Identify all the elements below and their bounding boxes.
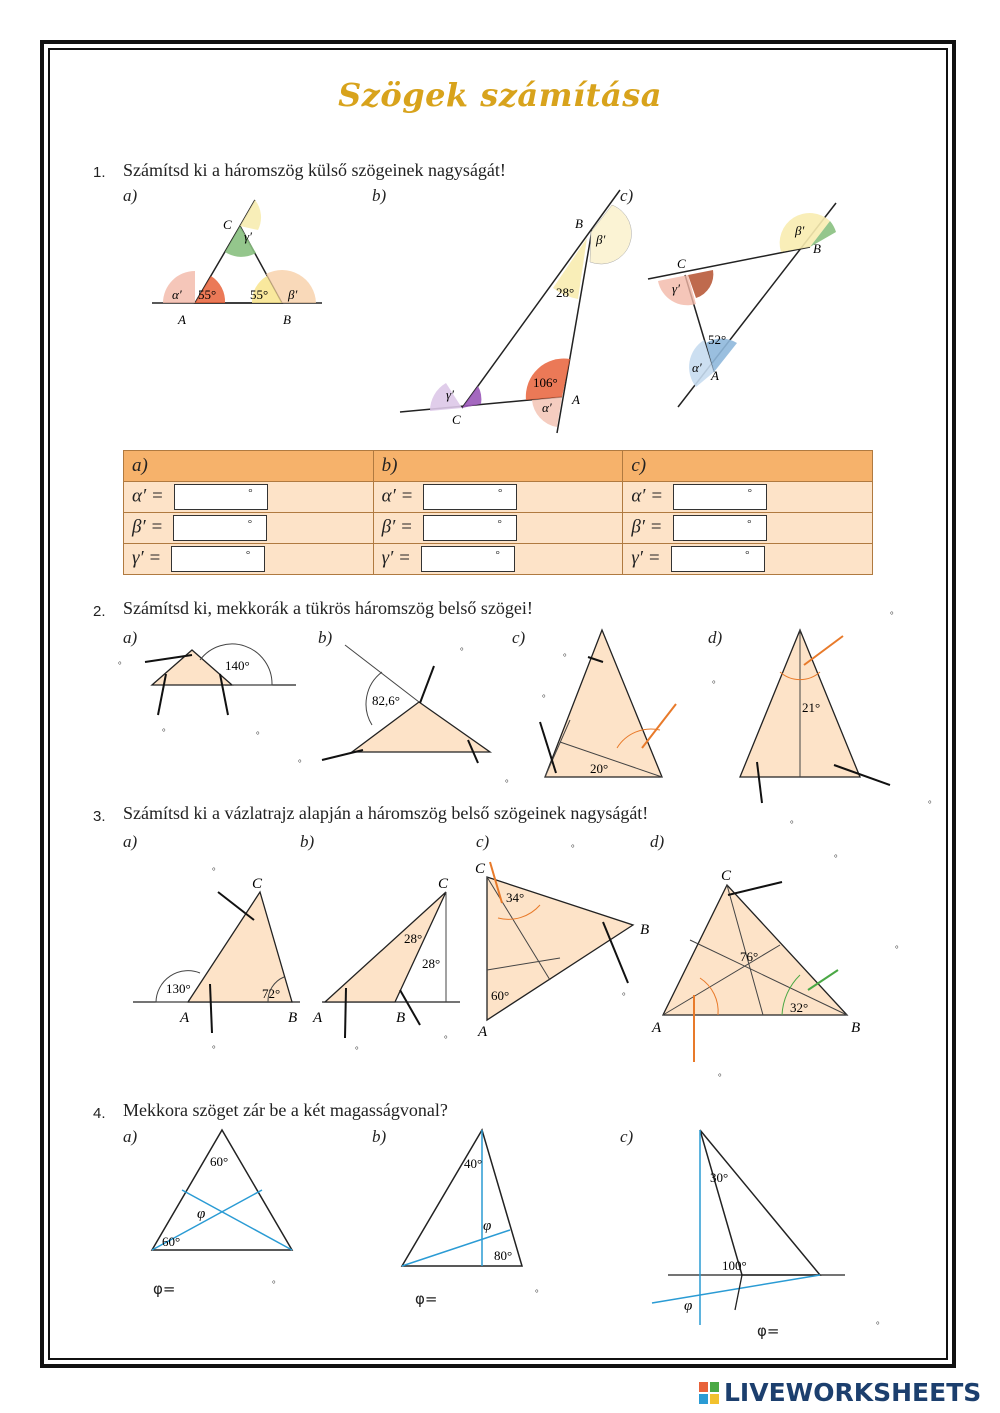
q2-label-a: a) <box>123 628 138 647</box>
answer-slot-degree[interactable]: ° <box>876 1320 880 1330</box>
table-cell <box>373 513 623 544</box>
q3a-label-C: C <box>252 876 263 892</box>
q2-fig-b <box>322 645 490 763</box>
cell-label: α′ = <box>381 485 414 507</box>
answer-slot-degree[interactable]: ° <box>790 819 794 829</box>
q1c-beta-p: β′ <box>795 223 805 238</box>
q3c-label-A: A <box>478 1024 488 1040</box>
q1-label-c: c) <box>620 186 634 205</box>
q1b-alpha-p: α′ <box>542 400 552 415</box>
answer-input-a-beta[interactable] <box>173 515 267 541</box>
q2-number: 2. <box>93 603 106 620</box>
q3-fig-c <box>475 861 649 1040</box>
q3d-label-B: B <box>851 1020 861 1036</box>
table-cell <box>623 482 873 513</box>
q4-label-b: b) <box>372 1127 387 1146</box>
answer-slot-degree[interactable]: ° <box>298 758 302 768</box>
degree-mark: ° <box>745 549 750 561</box>
cell-label: α′ = <box>132 485 164 507</box>
q3-number: 3. <box>93 808 106 825</box>
q1a-gamma-p: γ′ <box>244 229 252 244</box>
table-header-b: b) <box>373 451 623 482</box>
answer-slot-degree[interactable]: ° <box>834 853 838 863</box>
q2-label-d: d) <box>708 628 723 647</box>
cell-label: γ′ = <box>381 547 411 569</box>
q3d-label-A: A <box>652 1020 662 1036</box>
table-cell <box>373 544 623 575</box>
table-cell <box>124 482 374 513</box>
q2-fig-c <box>540 630 676 777</box>
q3b-angle-2: 28° <box>422 956 441 971</box>
q1b-label-B: B <box>575 216 583 231</box>
q1c-label-C: C <box>677 256 686 271</box>
q3a-label-B: B <box>288 1010 298 1026</box>
q4b-phi: φ <box>483 1218 492 1234</box>
q1c-label-B: B <box>813 241 821 256</box>
q4-fig-a <box>152 1130 292 1250</box>
q4a-angle-left: 60° <box>162 1234 181 1249</box>
table-cell <box>124 544 374 575</box>
q4-label-a: a) <box>123 1127 138 1146</box>
q3d-label-C: C <box>721 868 732 884</box>
degree-mark: ° <box>497 487 503 499</box>
q1-label-b: b) <box>372 186 387 205</box>
answer-input-b-beta[interactable] <box>423 515 517 541</box>
answer-slot-degree[interactable]: ° <box>542 693 546 703</box>
answer-input-c-gamma[interactable] <box>671 546 765 572</box>
q1a-label-B: B <box>283 312 291 327</box>
q1b-label-A: A <box>572 392 580 407</box>
answer-slot-degree[interactable]: ° <box>712 679 716 689</box>
answer-slot-degree[interactable]: ° <box>118 660 122 670</box>
q1-fig-b <box>400 190 632 433</box>
answer-slot-degree[interactable]: ° <box>505 778 509 788</box>
q3-fig-d <box>651 868 860 1062</box>
q1-text: Számítsd ki a háromszög külső szögeinek nagyságát! <box>123 160 506 180</box>
q2b-angle: 82,6° <box>372 693 400 708</box>
q1c-gamma-p: γ′ <box>672 281 680 296</box>
q4-label-c: c) <box>620 1127 634 1146</box>
cell-label: β′ = <box>132 516 164 538</box>
q1a-angle-B: 55° <box>250 287 269 302</box>
answer-slot-degree[interactable]: ° <box>895 944 899 954</box>
q2a-angle: 140° <box>225 658 250 673</box>
degree-mark: ° <box>747 487 753 499</box>
q3c-label-B: B <box>640 922 650 938</box>
q1a-alpha-p: α′ <box>172 287 182 302</box>
q3b-label-A: A <box>313 1010 323 1026</box>
answer-input-c-alpha[interactable] <box>673 484 767 510</box>
q4a-answer-label: φ= <box>153 1280 176 1298</box>
q4-fig-c <box>652 1130 845 1325</box>
q3c-angle-C: 34° <box>506 890 525 905</box>
q2-text: Számítsd ki, mekkorák a tükrös háromszög belső szögei! <box>123 598 533 618</box>
brand-wordmark: LIVEWORKSHEETS <box>724 1378 982 1407</box>
q1-label-a: a) <box>123 186 138 205</box>
q4b-answer-label: φ= <box>415 1290 438 1308</box>
q1a-beta-p: β′ <box>288 287 298 302</box>
q3-label-c: c) <box>476 832 490 851</box>
q3d-angle-mid: 76° <box>740 949 759 964</box>
answer-slot-degree[interactable]: ° <box>272 1279 276 1289</box>
answer-slot-degree[interactable]: ° <box>535 1288 539 1298</box>
q1c-label-A: A <box>711 368 719 383</box>
q4a-angle-top: 60° <box>210 1154 229 1169</box>
q2-fig-d <box>740 630 890 803</box>
answer-input-a-gamma[interactable] <box>171 546 265 572</box>
q1a-label-A: A <box>178 312 186 327</box>
answer-slot-degree[interactable]: ° <box>563 652 567 662</box>
answer-slot-degree[interactable]: ° <box>890 610 894 620</box>
q4a-phi: φ <box>197 1206 206 1222</box>
q1-answer-table <box>123 450 873 575</box>
q4b-angle-right: 80° <box>494 1248 513 1263</box>
q4c-answer-label: φ= <box>757 1322 780 1340</box>
table-cell <box>623 513 873 544</box>
degree-mark: ° <box>495 549 500 561</box>
q1b-beta-p: β′ <box>596 232 606 247</box>
q4b-angle-top: 40° <box>464 1156 483 1171</box>
q3-label-b: b) <box>300 832 315 851</box>
q3-text: Számítsd ki a vázlatrajz alapján a háromszög belső szögeinek nagyságát! <box>123 803 649 823</box>
liveworksheets-logo-icon <box>698 1381 720 1405</box>
q1b-angle-B: 28° <box>556 285 575 300</box>
q3b-label-C: C <box>438 876 449 892</box>
q1-fig-c <box>648 203 836 407</box>
answer-slot-degree[interactable]: ° <box>212 1044 216 1054</box>
q1a-label-C: C <box>223 217 232 232</box>
cell-label: α′ = <box>631 485 664 507</box>
answer-slot-degree[interactable]: ° <box>571 843 575 853</box>
answer-input-c-beta[interactable] <box>673 515 767 541</box>
answer-slot-degree[interactable]: ° <box>460 646 464 656</box>
q1c-alpha-p: α′ <box>692 360 702 375</box>
answer-input-a-alpha[interactable] <box>174 484 268 510</box>
q2c-angle: 20° <box>590 761 609 776</box>
cell-label: β′ = <box>631 516 663 538</box>
q1a-angle-A: 55° <box>198 287 217 302</box>
table-header-a: a) <box>124 451 374 482</box>
q3a-angle-B: 72° <box>262 986 281 1001</box>
q1b-gamma-p: γ′ <box>446 387 454 402</box>
q1b-label-C: C <box>452 412 461 427</box>
q1b-angle-A: 106° <box>533 375 558 390</box>
q1c-angle-A: 52° <box>708 332 727 347</box>
cell-label: γ′ = <box>132 547 162 569</box>
answer-slot-degree[interactable]: ° <box>162 727 166 737</box>
degree-mark: ° <box>747 518 752 530</box>
answer-slot-degree[interactable]: ° <box>212 866 216 876</box>
answer-slot-degree[interactable]: ° <box>622 991 626 1001</box>
q4-fig-b <box>402 1130 522 1266</box>
table-cell <box>623 544 873 575</box>
q4-number: 4. <box>93 1105 106 1122</box>
answer-slot-degree[interactable]: ° <box>256 730 260 740</box>
q3b-angle-1: 28° <box>404 931 423 946</box>
q2d-angle: 21° <box>802 700 821 715</box>
q2-label-c: c) <box>512 628 526 647</box>
q4-text: Mekkora szöget zár be a két magasságvonal? <box>123 1100 448 1120</box>
degree-mark: ° <box>497 518 502 530</box>
q3a-ext-angle: 130° <box>166 981 191 996</box>
worksheet-title: Szögek számítása <box>338 76 662 114</box>
q3-label-d: d) <box>650 832 665 851</box>
q3-fig-b <box>312 876 460 1038</box>
q4c-phi: φ <box>684 1298 693 1314</box>
answer-input-b-alpha[interactable] <box>423 484 517 510</box>
q3d-angle-B: 32° <box>790 1000 809 1015</box>
q4c-angle-mid: 100° <box>722 1258 747 1273</box>
answer-slot-degree[interactable]: ° <box>718 1072 722 1082</box>
answer-slot-degree[interactable]: ° <box>928 799 932 809</box>
q3-fig-a <box>133 876 300 1033</box>
q2-fig-a <box>145 644 296 715</box>
q2-label-b: b) <box>318 628 333 647</box>
cell-label: β′ = <box>381 516 413 538</box>
q3c-angle-A: 60° <box>491 988 510 1003</box>
q1-fig-a <box>152 200 322 327</box>
q3c-label-C: C <box>475 861 486 877</box>
cell-label: γ′ = <box>631 547 661 569</box>
table-header-c: c) <box>623 451 873 482</box>
q3-label-a: a) <box>123 832 138 851</box>
q3a-label-A: A <box>180 1010 190 1026</box>
answer-slot-degree[interactable]: ° <box>355 1045 359 1055</box>
table-cell <box>373 482 623 513</box>
degree-mark: ° <box>248 487 253 499</box>
q4c-angle-top: 30° <box>710 1170 729 1185</box>
q3b-label-B: B <box>396 1010 406 1026</box>
answer-input-b-gamma[interactable] <box>421 546 515 572</box>
degree-mark: ° <box>247 518 253 530</box>
degree-mark: ° <box>245 549 251 561</box>
q1-number: 1. <box>93 164 106 181</box>
answer-slot-degree[interactable]: ° <box>444 1034 448 1044</box>
table-cell <box>124 513 374 544</box>
